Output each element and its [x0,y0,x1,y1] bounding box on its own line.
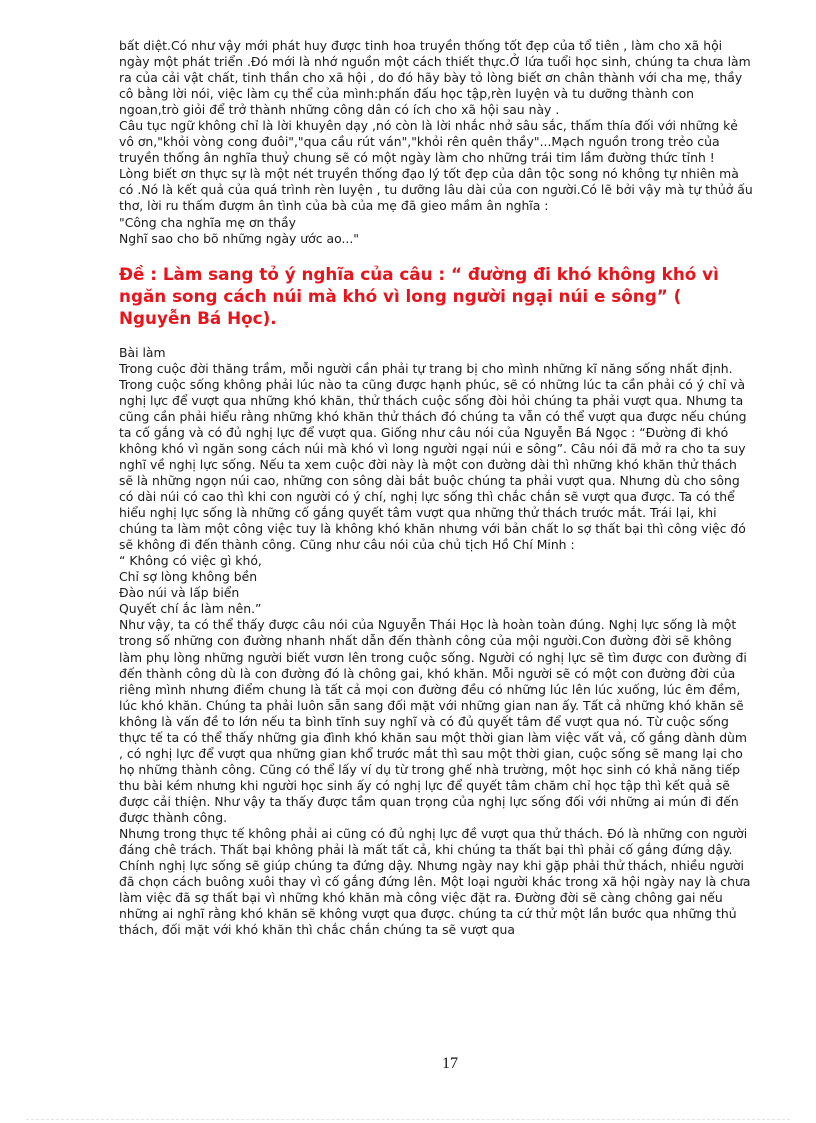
intro-paragraph: bất diệt.Có như vậy mới phát huy được tinh hoa truyền thống tốt đẹp của tổ tiên , làm cho xã hội ngày một phát triển .Đó mới là nhớ nguồn một cách thiết thực.Ở lứa tuổi học sinh, chúng ta chưa làm ra của cải vật chất, tinh thần cho xã hội , do đó hãy bày tỏ lòng biết ơn chân thành với cha mẹ, thầy cô bằng lời nói, việc làm cụ thể của mình:phấn đấu học tập,rèn luyện và tu dưỡng thành con ngoan,trò giỏi để trở thành những công dân có ích cho xã hội sau này . [119,38,751,118]
essay-label: Bài làm [119,344,166,360]
poem-line: Nghĩ sao cho bõ những ngày ước ao..." [119,230,359,246]
poem-line: "Công cha nghĩa mẹ ơn thầy [119,214,296,230]
intro-paragraph: Lòng biết ơn thực sự là một nét truyền thống đạo lý tốt đẹp của dân tộc song nó không tự nhiên mà có .Nó là kết quả của quá trình rèn luyện , tu dưỡng lâu dài của con người.Có lẽ bởi vậy mà tự thủở ấu thơ, lời ru thấm đượm ân tình của bà của mẹ đã gieo mầm ân nghĩa : [119,166,753,214]
quote-line: Đào núi và lấp biển [119,585,240,601]
quote-line: Chỉ sợ lòng không bền [119,569,258,585]
body-paragraph: Như vậy, ta có thể thấy được câu nói của Nguyễn Thái Học là hoàn toàn đúng. Nghị lực sống là một trong số những con đường nhanh nhất dẫn đến thành công của mội người.Con đường đời sẽ không làm phụ lòng những người biết vươn lên trong cuộc sống. Người có nghị lực sẽ tìm được con đường đi đến thành công dù là con đường đó là chông gai, khó khăn. Mỗi người sẽ có một con đường đời của riêng mình nhưng điểm chung là tất cả mọi con đường đều có những lúc lên lúc xuống, lúc êm đềm, lúc khó khăn. Chúng ta phải luôn sẵn sang đối mặt với những gian nan ấy. Tất cả những khó khăn sẽ không là vấn đề to lớn nếu ta bình tĩnh suy nghĩ và có đủ quyết tâm để vượt qua nó. Từ cuộc sống thực tế ta có thể thấy những gia đình khó khăn sau một thời gian làm việc vất vả, cố gắng dành dùm , có nghị lực để vượt qua những gian khổ trước mắt thì sau một thời gian, cuộc sống sẽ mang lại cho họ những thành công. Cũng có thể lấy ví dụ từ trong ghế nhà trường, một học sinh có khả năng tiếp thu bài kém nhưng khi người học sinh ấy có nghị lực để quyết tâm chăm chỉ học tập thì kết quả sẽ được cải thiện. Như vậy ta thấy được tầm quan trọng của nghị lực sống đối với những ai mún đi đến được thành công. [119,617,747,825]
body-paragraph: Nhưng trong thực tế không phải ai cũng có đủ nghị lực đề vượt qua thử thách. Đó là những con người đáng chê trách. Thất bại không phải là mất tất cả, khi chúng ta thất bại thì phải cố gắng đứng dậy. Chính nghị lực sống sẽ giúp chúng ta đứng dậy. Nhưng ngày nay khi gặp phải thử thách, nhiều người đã chọn cách buông xuôi thay vì cố gắng đứng lên. Một loại người khác trong xã hội ngày nay là chưa làm việc đã sợ thất bại vì những khó khăn mà công việc đặt ra. Đường đời sẽ càng chông gai nếu những ai nghĩ rằng khó khăn sẽ không vượt qua được. chúng ta cứ thử một lần bước qua những thủ thách, đối mặt với khó khăn thì chắc chắn chúng ta sẽ vượt qua [119,826,751,938]
page-number: 17 [442,1055,458,1072]
quote-line: Quyết chí ắc làm nên.” [119,601,262,617]
page-bottom-divider [26,1119,790,1120]
essay-prompt-heading: Đề : Làm sang tỏ ý nghĩa của câu : “ đường đi khó không khó vì ngăn song cách núi mà khó vì long người ngại núi e sông” ( Nguyễn Bá Học). [119,263,719,328]
quote-line: “ Không có việc gì khó, [119,553,262,569]
body-paragraph: Trong cuộc đời thăng trầm, mỗi người cần phải tự trang bị cho mình những kĩ năng sống nhất định. Trong cuộc sống không phải lúc nào ta cũng được hạnh phúc, sẽ có những lúc ta cần phải có ý chỉ và nghị lực để vượt qua những khó khăn, thử thách cuộc sống đòi hỏi chúng ta phải vượt qua. Nhưng ta cũng cần phải hiểu rằng những khó khăn thử thách đó chúng ta vẫn có thể vượt qua được nếu chúng ta cố gắng và có đủ nghị lực để vượt qua. Giống như câu nói của Nguyễn Bá Ngọc : “Đường đi khó không khó vì ngăn song cách núi mà khó vì long người ngại núi e sông”. Câu nói đã mở ra cho ta suy nghĩ về nghị lực sống. Nếu ta xem cuộc đời này là một con đường dài thì những khó khăn thử thách sẽ là những ngọn núi cao, những con sông dài bắt buộc chúng ta phải vượt qua. Nhưng dù cho sông có dài núi có cao thì khi con người có ý chí, nghị lực sống thì chắc chắn sẽ vượt qua được. Ta có thể hiểu nghị lực sống là những cố gắng quyết tâm vượt qua những thử thách trước mắt. Trái lại, khi chúng ta làm một công việc tuy là không khó khăn nhưng với bản chất lo sợ thất bại thì công việc đó sẽ không đi đến thành công. Cũng như câu nói của chủ tịch Hồ Chí Minh : [119,360,747,553]
intro-paragraph: Câu tục ngữ không chỉ là lời khuyên dạy ,nó còn là lời nhắc nhở sâu sắc, thấm thía đối với những kẻ vô ơn,"khỏi vòng cong đuôi","qua cầu rút ván","khỏi rên quên thầy"...Mạch nguồn trong trẻo của truyền thống ân nghĩa thuỷ chung sẽ có một ngày làm cho những trái tim lầm đường thức tỉnh ! [119,118,738,166]
document-page [119,38,754,938]
